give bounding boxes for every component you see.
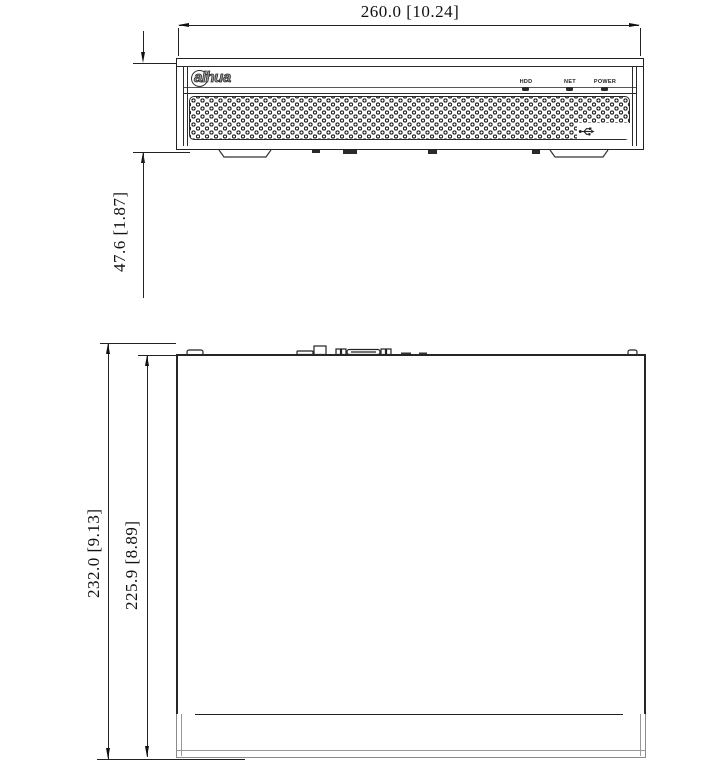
front-device-feet bbox=[176, 148, 644, 161]
front-right-cap-line-2 bbox=[632, 66, 633, 146]
net-led-indicator bbox=[566, 87, 573, 91]
led-label-power: POWER bbox=[593, 79, 617, 85]
logo-text: alhua bbox=[194, 69, 231, 86]
top-depth-extension-bottom bbox=[97, 759, 245, 760]
top-band-dark-line bbox=[195, 714, 623, 715]
power-led-indicator bbox=[601, 87, 608, 91]
top-depth-tick-chassis bbox=[138, 355, 176, 356]
front-width-dimension-line bbox=[179, 25, 639, 26]
front-left-cap-line-1 bbox=[183, 66, 184, 146]
top-view-device-body bbox=[176, 354, 646, 714]
led-label-hdd: HDD bbox=[519, 79, 533, 85]
front-height-leader-top bbox=[143, 31, 144, 53]
front-height-dimension-label: 47.6 [1.87] bbox=[110, 191, 129, 273]
top-depth-chassis-label: 225.9 [8.89] bbox=[122, 520, 141, 610]
top-depth-overall-label: 232.0 [9.13] bbox=[84, 508, 103, 598]
top-band-left-line bbox=[181, 714, 182, 756]
rear-connectors-top-view bbox=[176, 339, 646, 355]
hdd-led-indicator bbox=[522, 87, 529, 91]
top-band-right-line bbox=[640, 714, 641, 756]
top-view-front-band bbox=[176, 714, 646, 758]
front-right-cap-line-1 bbox=[636, 66, 637, 146]
front-vent-mesh-panel bbox=[189, 96, 630, 140]
brand-logo bbox=[192, 68, 254, 88]
top-depth-chassis-arrow-bottom bbox=[145, 746, 149, 757]
front-left-cap-line-2 bbox=[187, 66, 188, 146]
top-depth-tick-overall bbox=[100, 343, 176, 344]
top-depth-line-overall bbox=[108, 343, 109, 759]
front-top-edge-line bbox=[177, 66, 643, 67]
front-width-arrow-right bbox=[629, 23, 640, 27]
front-width-extension-right bbox=[640, 28, 641, 56]
usb-area bbox=[577, 123, 630, 139]
top-depth-line-chassis bbox=[147, 355, 148, 757]
front-width-extension-left bbox=[178, 28, 179, 56]
front-groove-line-2 bbox=[183, 93, 637, 94]
front-width-dimension-label: 260.0 [10.24] bbox=[360, 2, 460, 21]
top-depth-overall-arrow-top bbox=[106, 343, 110, 354]
front-height-tick-top bbox=[133, 63, 178, 64]
top-depth-chassis-arrow-top bbox=[145, 355, 149, 366]
front-height-arrow-top bbox=[141, 52, 145, 63]
top-band-gray-line bbox=[177, 750, 645, 751]
usb-icon bbox=[578, 126, 595, 137]
front-height-leader-bottom bbox=[143, 152, 144, 298]
front-view-device bbox=[176, 58, 644, 150]
led-label-net: NET bbox=[564, 79, 576, 85]
top-depth-overall-arrow-bottom bbox=[106, 748, 110, 759]
front-width-arrow-left bbox=[178, 23, 189, 27]
